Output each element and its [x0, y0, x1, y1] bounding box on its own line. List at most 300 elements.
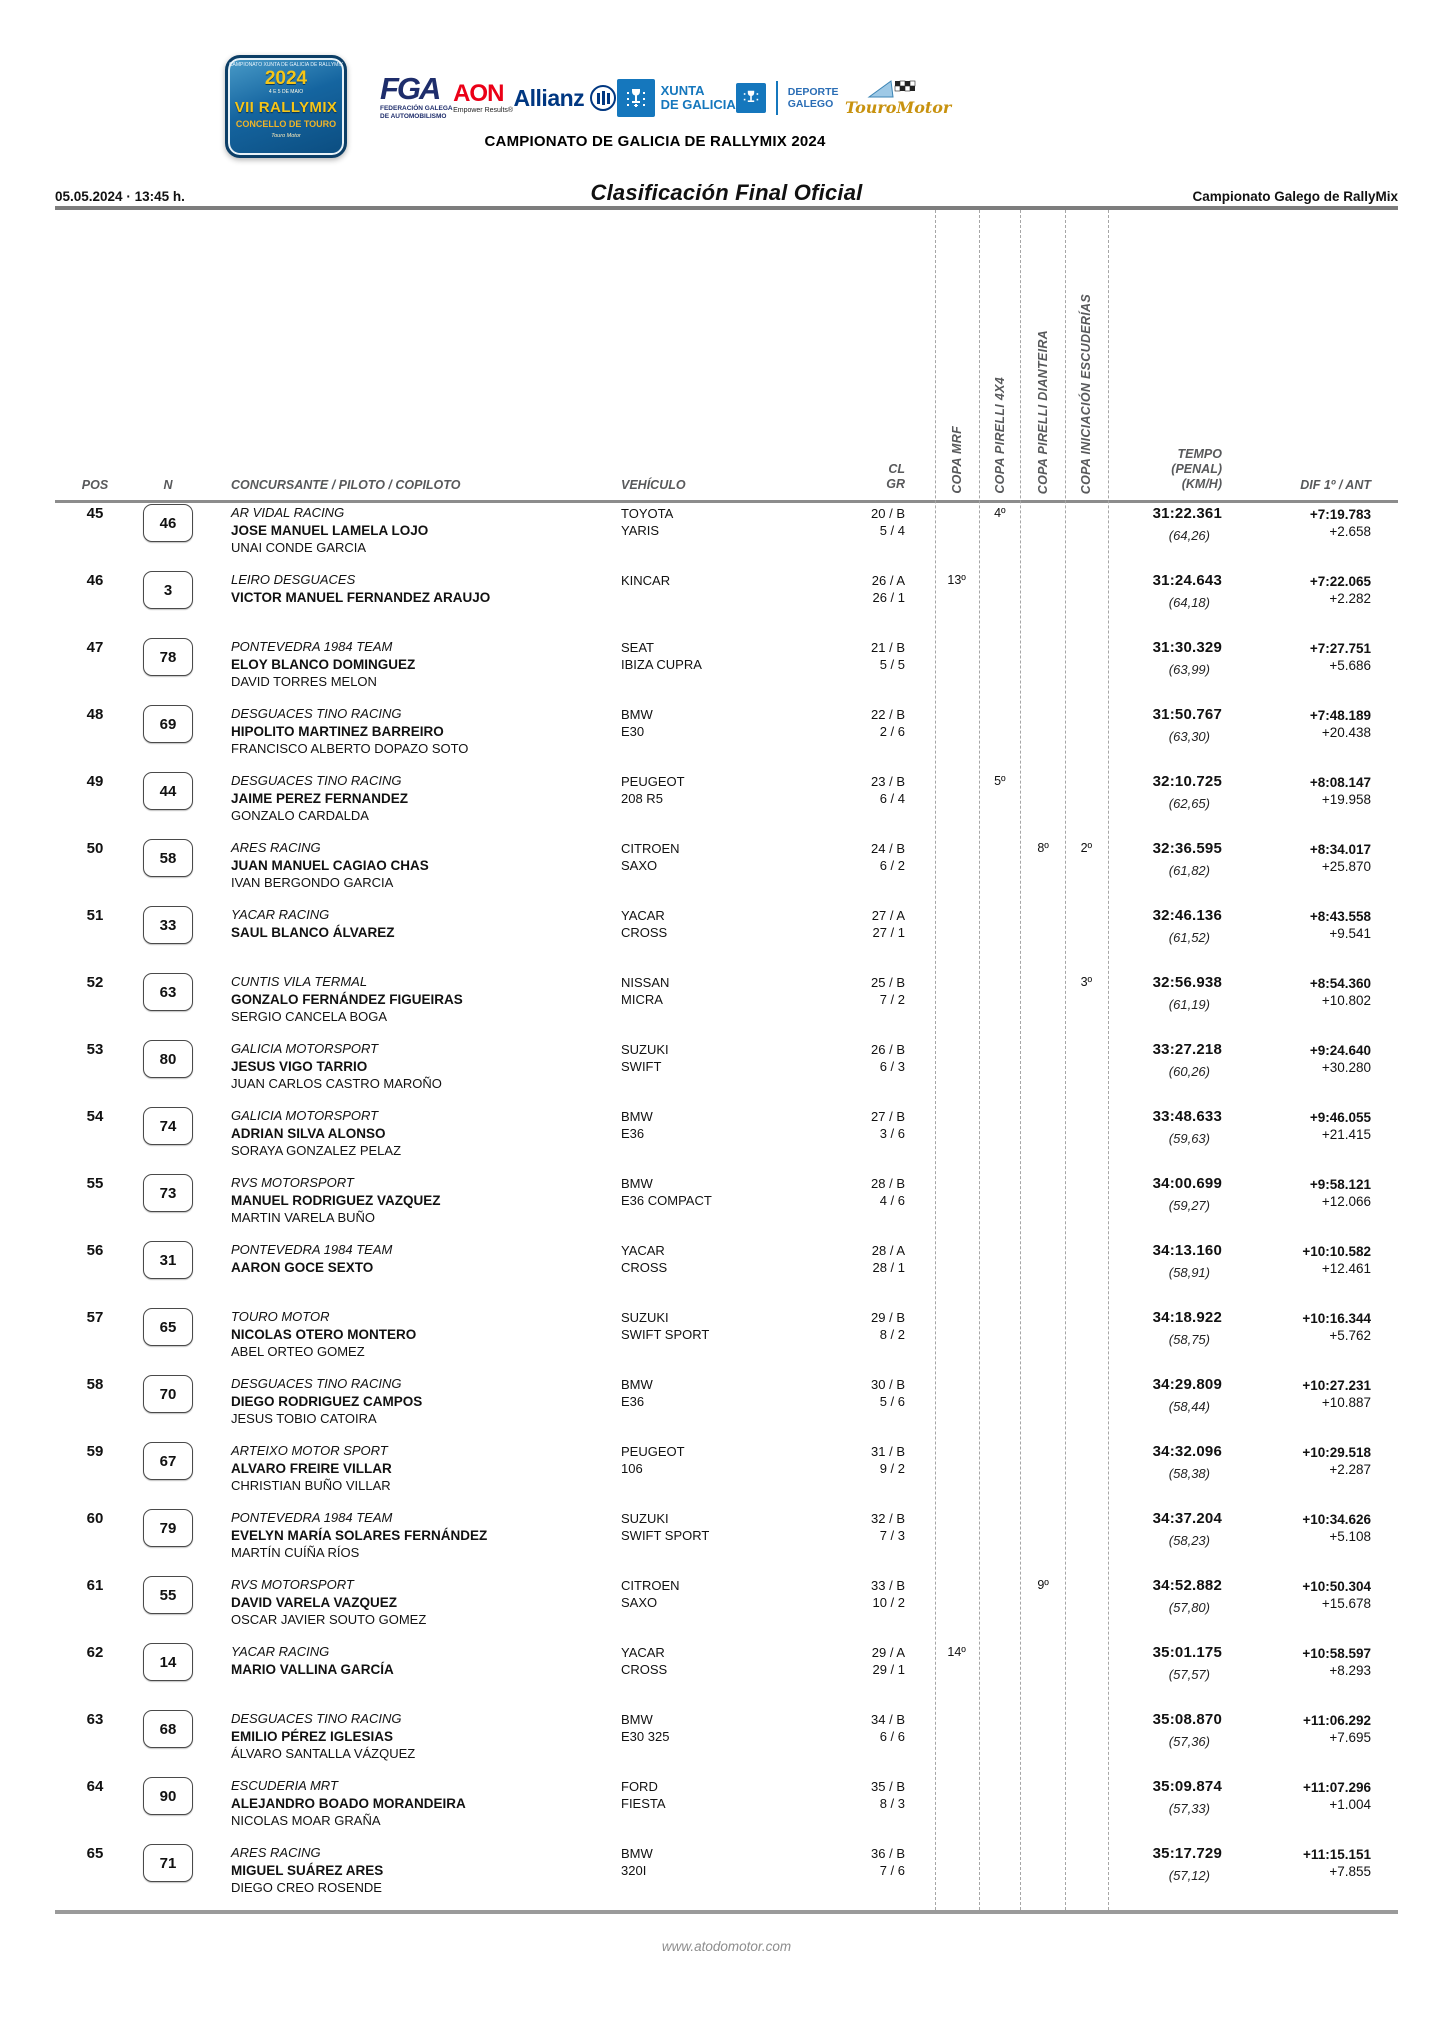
- copilot-name: MARTÍN CUÍÑA RÍOS: [231, 1544, 360, 1560]
- table-row: [55, 1776, 1398, 1843]
- class-position: 35 / B: [871, 1779, 905, 1794]
- touro-motor-logo: [839, 75, 952, 121]
- vehicle-model: E30 325: [621, 1728, 670, 1744]
- total-time: 34:29.809: [1152, 1376, 1222, 1393]
- car-number-cell: [135, 1575, 201, 1642]
- group-position: 6 / 4: [879, 790, 905, 806]
- copa-mrf-position: [935, 774, 978, 838]
- diff-cell: [1222, 704, 1398, 771]
- car-number-plate: 90: [143, 1777, 193, 1815]
- copa-pirelli-4x4-position: [978, 1846, 1021, 1910]
- copa-pirelli-4x4-position: [978, 1310, 1021, 1374]
- time-cell: [1108, 972, 1222, 1039]
- diff-to-previous: +25.870: [1321, 859, 1371, 874]
- copilot-name: ÁLVARO SANTALLA VÁZQUEZ: [231, 1745, 416, 1761]
- class-position: 30 / B: [871, 1377, 905, 1392]
- pilot-name: VICTOR MANUEL FERNANDEZ ARAUJO: [231, 589, 491, 605]
- copa-pirelli-4x4-position: [978, 1042, 1021, 1106]
- crew-cell: [201, 1776, 621, 1843]
- cup-cells: [935, 1173, 1108, 1240]
- vehicle-model: SWIFT SPORT: [621, 1527, 710, 1543]
- diff-to-first: +10:50.304: [1302, 1579, 1371, 1594]
- copilot-name: FRANCISCO ALBERTO DOPAZO SOTO: [231, 740, 469, 756]
- total-time: 35:17.729: [1152, 1845, 1222, 1862]
- pilot-name: ALVARO FREIRE VILLAR: [231, 1460, 392, 1476]
- class-position: 29 / A: [871, 1645, 905, 1660]
- svg-text:TouroMotor: TouroMotor: [844, 98, 952, 117]
- copa-mrf-position: [935, 1779, 978, 1843]
- group-position: 8 / 2: [879, 1326, 905, 1342]
- diff-to-first: +7:22.065: [1309, 574, 1371, 589]
- class-position: 22 / B: [871, 707, 905, 722]
- class-group-cell: [795, 1106, 905, 1173]
- position: 51: [86, 907, 104, 924]
- team-name: GALICIA MOTORSPORT: [231, 1041, 379, 1056]
- table-row: [55, 1642, 1398, 1709]
- copa-pirelli-dianteira-position: [1022, 1846, 1065, 1910]
- time-cell: [1108, 1307, 1222, 1374]
- cup-cells: [935, 1106, 1108, 1173]
- copilot-name: UNAI CONDE GARCIA: [231, 539, 367, 555]
- copa-pirelli-dianteira-position: [1022, 1645, 1065, 1709]
- car-number-plate: 80: [143, 1040, 193, 1078]
- vehicle-make: BMW: [621, 1712, 653, 1727]
- vehicle-make: SUZUKI: [621, 1511, 669, 1526]
- diff-to-first: +10:58.597: [1302, 1646, 1371, 1661]
- time-cell: [1108, 1709, 1222, 1776]
- vehicle-model: 208 R5: [621, 790, 663, 806]
- copa-iniciacion-position: [1065, 640, 1108, 704]
- document-title: Clasificación Final Oficial: [590, 180, 863, 205]
- car-number-plate: 46: [143, 504, 193, 542]
- vehicle-model: E36: [621, 1393, 645, 1409]
- pilot-name: HIPOLITO MARTINEZ BARREIRO: [231, 723, 444, 739]
- diff-to-previous: +8.293: [1329, 1663, 1371, 1678]
- crew-cell: [201, 1642, 621, 1709]
- total-time: 32:56.938: [1152, 974, 1222, 991]
- pilot-name: JOSE MANUEL LAMELA LOJO: [231, 522, 429, 538]
- vehicle-cell: [621, 905, 795, 972]
- table-row: [55, 972, 1398, 1039]
- diff-cell: [1222, 1441, 1398, 1508]
- pilot-name: EMILIO PÉREZ IGLESIAS: [231, 1728, 394, 1744]
- header-copa-pirelli-4x4: COPA PIRELLI 4X4: [992, 377, 1007, 494]
- plate-name: VII RALLYMIX: [234, 99, 338, 116]
- table-row: [55, 771, 1398, 838]
- average-speed: (61,52): [1168, 930, 1210, 945]
- time-cell: [1108, 1374, 1222, 1441]
- time-cell: [1108, 905, 1222, 972]
- copilot-name: OSCAR JAVIER SOUTO GOMEZ: [231, 1611, 427, 1627]
- car-number-plate: 3: [143, 571, 193, 609]
- crew-cell: [201, 704, 621, 771]
- diff-cell: [1222, 1709, 1398, 1776]
- position: 50: [86, 840, 104, 857]
- car-number-cell: [135, 637, 201, 704]
- diff-cell: [1222, 1843, 1398, 1910]
- class-position: 24 / B: [871, 841, 905, 856]
- copa-iniciacion-position: [1065, 1645, 1108, 1709]
- header-cl-gr: CL GR: [886, 462, 905, 491]
- copilot-name: JESUS TOBIO CATOIRA: [231, 1410, 377, 1426]
- class-position: 20 / B: [871, 506, 905, 521]
- position: 56: [86, 1242, 104, 1259]
- class-position: 29 / B: [871, 1310, 905, 1325]
- car-number-plate: 58: [143, 839, 193, 877]
- crew-cell: [201, 1173, 621, 1240]
- diff-to-first: +10:34.626: [1302, 1512, 1371, 1527]
- pilot-name: JUAN MANUEL CAGIAO CHAS: [231, 857, 429, 873]
- vehicle-cell: [621, 838, 795, 905]
- diff-cell: [1222, 905, 1398, 972]
- copa-iniciacion-position: [1065, 774, 1108, 838]
- car-number-plate: 78: [143, 638, 193, 676]
- total-time: 31:30.329: [1152, 639, 1222, 656]
- diff-to-previous: +20.438: [1321, 725, 1371, 740]
- copa-pirelli-dianteira-position: [1022, 1444, 1065, 1508]
- total-time: 31:50.767: [1152, 706, 1222, 723]
- vehicle-make: SUZUKI: [621, 1310, 669, 1325]
- column-divider: [979, 210, 980, 1910]
- average-speed: (58,91): [1168, 1265, 1210, 1280]
- table-row: [55, 838, 1398, 905]
- crew-cell: [201, 503, 621, 570]
- class-group-cell: [795, 1843, 905, 1910]
- car-number-plate: 68: [143, 1710, 193, 1748]
- car-number-plate: 31: [143, 1241, 193, 1279]
- vehicle-make: PEUGEOT: [621, 1444, 685, 1459]
- copa-mrf-position: [935, 1846, 978, 1910]
- copa-mrf-position: [935, 975, 978, 1039]
- copa-mrf-position: [935, 841, 978, 905]
- table-row: [55, 1575, 1398, 1642]
- vehicle-make: NISSAN: [621, 975, 670, 990]
- car-number-cell: [135, 905, 201, 972]
- diff-to-previous: +2.658: [1329, 524, 1371, 539]
- cup-cells: [935, 1039, 1108, 1106]
- time-cell: [1108, 637, 1222, 704]
- vehicle-model: MICRA: [621, 991, 663, 1007]
- copilot-name: MARTIN VARELA BUÑO: [231, 1209, 375, 1225]
- position: 49: [86, 773, 104, 790]
- average-speed: (58,38): [1168, 1466, 1210, 1481]
- diff-cell: [1222, 771, 1398, 838]
- header-copas: [935, 210, 1108, 500]
- diff-to-previous: +9.541: [1329, 926, 1371, 941]
- copa-iniciacion-position: [1065, 506, 1108, 570]
- copa-iniciacion-position: [1065, 1779, 1108, 1843]
- diff-cell: [1222, 637, 1398, 704]
- team-name: ARTEIXO MOTOR SPORT: [231, 1443, 388, 1458]
- vehicle-model: FIESTA: [621, 1795, 666, 1811]
- total-time: 35:08.870: [1152, 1711, 1222, 1728]
- average-speed: (59,63): [1168, 1131, 1210, 1146]
- copa-mrf-position: 13º: [947, 573, 966, 587]
- class-group-cell: [795, 704, 905, 771]
- vehicle-make: PEUGEOT: [621, 774, 685, 789]
- copa-pirelli-4x4-position: [978, 841, 1021, 905]
- time-cell: [1108, 1642, 1222, 1709]
- diff-to-first: +9:46.055: [1309, 1110, 1371, 1125]
- copa-pirelli-4x4-position: [978, 1377, 1021, 1441]
- copa-mrf-position: [935, 1042, 978, 1106]
- vehicle-make: TOYOTA: [621, 506, 674, 521]
- team-name: PONTEVEDRA 1984 TEAM: [231, 1242, 393, 1257]
- position: 46: [86, 572, 104, 589]
- car-number-plate: 70: [143, 1375, 193, 1413]
- car-number-cell: [135, 972, 201, 1039]
- total-time: 32:46.136: [1152, 907, 1222, 924]
- diff-to-previous: +7.695: [1329, 1730, 1371, 1745]
- copa-mrf-position: [935, 1176, 978, 1240]
- copa-mrf-position: [935, 1109, 978, 1173]
- car-number-plate: 63: [143, 973, 193, 1011]
- class-group-cell: [795, 1039, 905, 1106]
- car-number-plate: 69: [143, 705, 193, 743]
- diff-cell: [1222, 1307, 1398, 1374]
- car-number-cell: [135, 503, 201, 570]
- allianz-eagle-icon: [590, 85, 616, 111]
- diff-to-first: +8:34.017: [1309, 842, 1371, 857]
- car-number-plate: 65: [143, 1308, 193, 1346]
- diff-to-previous: +10.887: [1321, 1395, 1371, 1410]
- copa-pirelli-4x4-position: [978, 573, 1021, 637]
- copa-iniciacion-position: [1065, 1712, 1108, 1776]
- position: 61: [86, 1577, 104, 1594]
- car-number-plate: 33: [143, 906, 193, 944]
- crew-cell: [201, 1307, 621, 1374]
- header-copa-mrf: COPA MRF: [949, 426, 964, 494]
- car-number-plate: 67: [143, 1442, 193, 1480]
- vehicle-cell: [621, 570, 795, 637]
- copa-iniciacion-position: [1065, 1176, 1108, 1240]
- class-group-cell: [795, 972, 905, 1039]
- car-number-cell: [135, 1642, 201, 1709]
- copa-pirelli-4x4-position: 4º: [994, 506, 1006, 520]
- table-row: [55, 1709, 1398, 1776]
- class-position: 27 / B: [871, 1109, 905, 1124]
- team-name: ARES RACING: [231, 1845, 321, 1860]
- total-time: 32:36.595: [1152, 840, 1222, 857]
- copa-mrf-position: [935, 1444, 978, 1508]
- aon-logo-icon: AON: [453, 79, 504, 107]
- time-cell: [1108, 1106, 1222, 1173]
- group-position: 5 / 4: [879, 522, 905, 538]
- pilot-name: SAUL BLANCO ÁLVAREZ: [231, 924, 395, 940]
- crew-cell: [201, 1106, 621, 1173]
- diff-cell: [1222, 503, 1398, 570]
- copa-iniciacion-position: 2º: [1080, 841, 1093, 855]
- pilot-name: ELOY BLANCO DOMINGUEZ: [231, 656, 416, 672]
- vehicle-model: SAXO: [621, 857, 658, 873]
- class-group-cell: [795, 1642, 905, 1709]
- fga-logo-icon: FGA: [380, 71, 440, 106]
- class-group-cell: [795, 1776, 905, 1843]
- diff-cell: [1222, 570, 1398, 637]
- vehicle-cell: [621, 503, 795, 570]
- time-cell: [1108, 838, 1222, 905]
- cup-cells: [935, 1642, 1108, 1709]
- time-cell: [1108, 1441, 1222, 1508]
- championship-title: CAMPIONATO DE GALICIA DE RALLYMIX 2024: [484, 133, 826, 150]
- sponsor-logo-row: [380, 69, 952, 127]
- position: 54: [86, 1108, 104, 1125]
- team-name: YACAR RACING: [231, 1644, 330, 1659]
- table-row: [55, 1843, 1398, 1910]
- diff-to-previous: +7.855: [1329, 1864, 1371, 1879]
- table-row: [55, 704, 1398, 771]
- copa-pirelli-4x4-position: [978, 975, 1021, 1039]
- diff-to-previous: +5.762: [1329, 1328, 1371, 1343]
- vehicle-cell: [621, 1307, 795, 1374]
- group-position: 3 / 6: [879, 1125, 905, 1141]
- rally-plate-logo: [225, 55, 347, 158]
- copa-iniciacion-position: [1065, 1109, 1108, 1173]
- diff-to-first: +11:15.151: [1303, 1847, 1371, 1862]
- vehicle-cell: [621, 1776, 795, 1843]
- group-position: 7 / 2: [879, 991, 905, 1007]
- time-cell: [1108, 1508, 1222, 1575]
- class-position: 26 / B: [871, 1042, 905, 1057]
- table-header: [55, 210, 1398, 500]
- footer: [55, 1938, 1398, 1956]
- copilot-name: GONZALO CARDALDA: [231, 807, 369, 823]
- class-group-cell: [795, 503, 905, 570]
- car-number-cell: [135, 1240, 201, 1307]
- table-row: [55, 1374, 1398, 1441]
- vehicle-make: YACAR: [621, 908, 665, 923]
- class-group-cell: [795, 1709, 905, 1776]
- team-name: RVS MOTORSPORT: [231, 1175, 354, 1190]
- car-number-plate: 73: [143, 1174, 193, 1212]
- average-speed: (58,75): [1168, 1332, 1210, 1347]
- car-number-plate: 74: [143, 1107, 193, 1145]
- class-position: 34 / B: [871, 1712, 905, 1727]
- vehicle-model: CROSS: [621, 1661, 668, 1677]
- crew-cell: [201, 1441, 621, 1508]
- total-time: 31:24.643: [1152, 572, 1222, 589]
- vehicle-make: BMW: [621, 1109, 653, 1124]
- group-position: 5 / 6: [879, 1393, 905, 1409]
- cup-cells: [935, 704, 1108, 771]
- vehicle-make: BMW: [621, 707, 653, 722]
- cup-cells: [935, 771, 1108, 838]
- diff-to-previous: +5.686: [1329, 658, 1371, 673]
- team-name: RVS MOTORSPORT: [231, 1577, 354, 1592]
- copa-pirelli-4x4-position: [978, 908, 1021, 972]
- average-speed: (57,12): [1168, 1868, 1210, 1883]
- pilot-name: AARON GOCE SEXTO: [231, 1259, 374, 1275]
- class-group-cell: [795, 905, 905, 972]
- group-position: 6 / 3: [879, 1058, 905, 1074]
- class-group-cell: [795, 771, 905, 838]
- copilot-name: DAVID TORRES MELON: [231, 673, 377, 689]
- vehicle-cell: [621, 1173, 795, 1240]
- table-row: [55, 1240, 1398, 1307]
- vehicle-make: CITROEN: [621, 1578, 680, 1593]
- vehicle-cell: [621, 972, 795, 1039]
- copa-pirelli-4x4-position: [978, 1176, 1021, 1240]
- plate-town: CONCELLO DE TOURO: [235, 119, 337, 129]
- group-position: 27 / 1: [872, 924, 905, 940]
- position: 52: [86, 974, 104, 991]
- vehicle-model: CROSS: [621, 1259, 668, 1275]
- position: 57: [86, 1309, 104, 1326]
- vehicle-make: FORD: [621, 1779, 658, 1794]
- copa-pirelli-dianteira-position: [1022, 506, 1065, 570]
- average-speed: (57,36): [1168, 1734, 1210, 1749]
- car-number-cell: [135, 1709, 201, 1776]
- copa-pirelli-dianteira-position: [1022, 774, 1065, 838]
- pilot-name: JESUS VIGO TARRIO: [231, 1058, 368, 1074]
- table-row: [55, 637, 1398, 704]
- vehicle-cell: [621, 704, 795, 771]
- crew-cell: [201, 637, 621, 704]
- vehicle-make: SEAT: [621, 640, 654, 655]
- class-group-cell: [795, 1307, 905, 1374]
- crew-cell: [201, 1709, 621, 1776]
- average-speed: (64,18): [1168, 595, 1210, 610]
- class-group-cell: [795, 838, 905, 905]
- crew-cell: [201, 972, 621, 1039]
- car-number-plate: 79: [143, 1509, 193, 1547]
- crew-cell: [201, 1843, 621, 1910]
- vehicle-cell: [621, 1106, 795, 1173]
- copa-pirelli-dianteira-position: [1022, 1042, 1065, 1106]
- vehicle-model: E36: [621, 1125, 645, 1141]
- class-group-cell: [795, 570, 905, 637]
- copa-pirelli-dianteira-position: [1022, 707, 1065, 771]
- vehicle-model: 320I: [621, 1862, 647, 1878]
- pilot-name: ALEJANDRO BOADO MORANDEIRA: [231, 1795, 466, 1811]
- position: 45: [86, 505, 104, 522]
- header-pos: POS: [81, 478, 109, 492]
- table-row: [55, 1173, 1398, 1240]
- crew-cell: [201, 771, 621, 838]
- average-speed: (59,27): [1168, 1198, 1210, 1213]
- copa-iniciacion-position: [1065, 1243, 1108, 1307]
- total-time: 34:13.160: [1152, 1242, 1222, 1259]
- diff-to-first: +7:19.783: [1309, 507, 1371, 522]
- diff-to-first: +8:08.147: [1309, 775, 1371, 790]
- cup-cells: [935, 1508, 1108, 1575]
- cup-cells: [935, 1441, 1108, 1508]
- position: 60: [86, 1510, 104, 1527]
- vehicle-cell: [621, 1575, 795, 1642]
- diff-to-previous: +10.802: [1321, 993, 1371, 1008]
- diff-to-first: +8:43.558: [1309, 909, 1371, 924]
- team-name: PONTEVEDRA 1984 TEAM: [231, 639, 393, 654]
- vehicle-cell: [621, 771, 795, 838]
- vehicle-model: CROSS: [621, 924, 668, 940]
- diff-to-first: +10:27.231: [1302, 1378, 1371, 1393]
- copa-pirelli-dianteira-position: [1022, 1243, 1065, 1307]
- copa-mrf-position: 14º: [947, 1645, 966, 1659]
- total-time: 32:10.725: [1152, 773, 1222, 790]
- copa-pirelli-4x4-position: [978, 1712, 1021, 1776]
- diff-to-first: +11:06.292: [1303, 1713, 1371, 1728]
- group-position: 8 / 3: [879, 1795, 905, 1811]
- diff-to-first: +11:07.296: [1303, 1780, 1371, 1795]
- column-divider: [935, 210, 936, 1910]
- position: 55: [86, 1175, 104, 1192]
- championship-subtitle: Campionato Galego de RallyMix: [1192, 189, 1398, 204]
- team-name: ESCUDERIA MRT: [231, 1778, 338, 1793]
- time-cell: [1108, 704, 1222, 771]
- average-speed: (61,19): [1168, 997, 1210, 1012]
- cup-cells: [935, 1307, 1108, 1374]
- team-name: LEIRO DESGUACES: [231, 572, 356, 587]
